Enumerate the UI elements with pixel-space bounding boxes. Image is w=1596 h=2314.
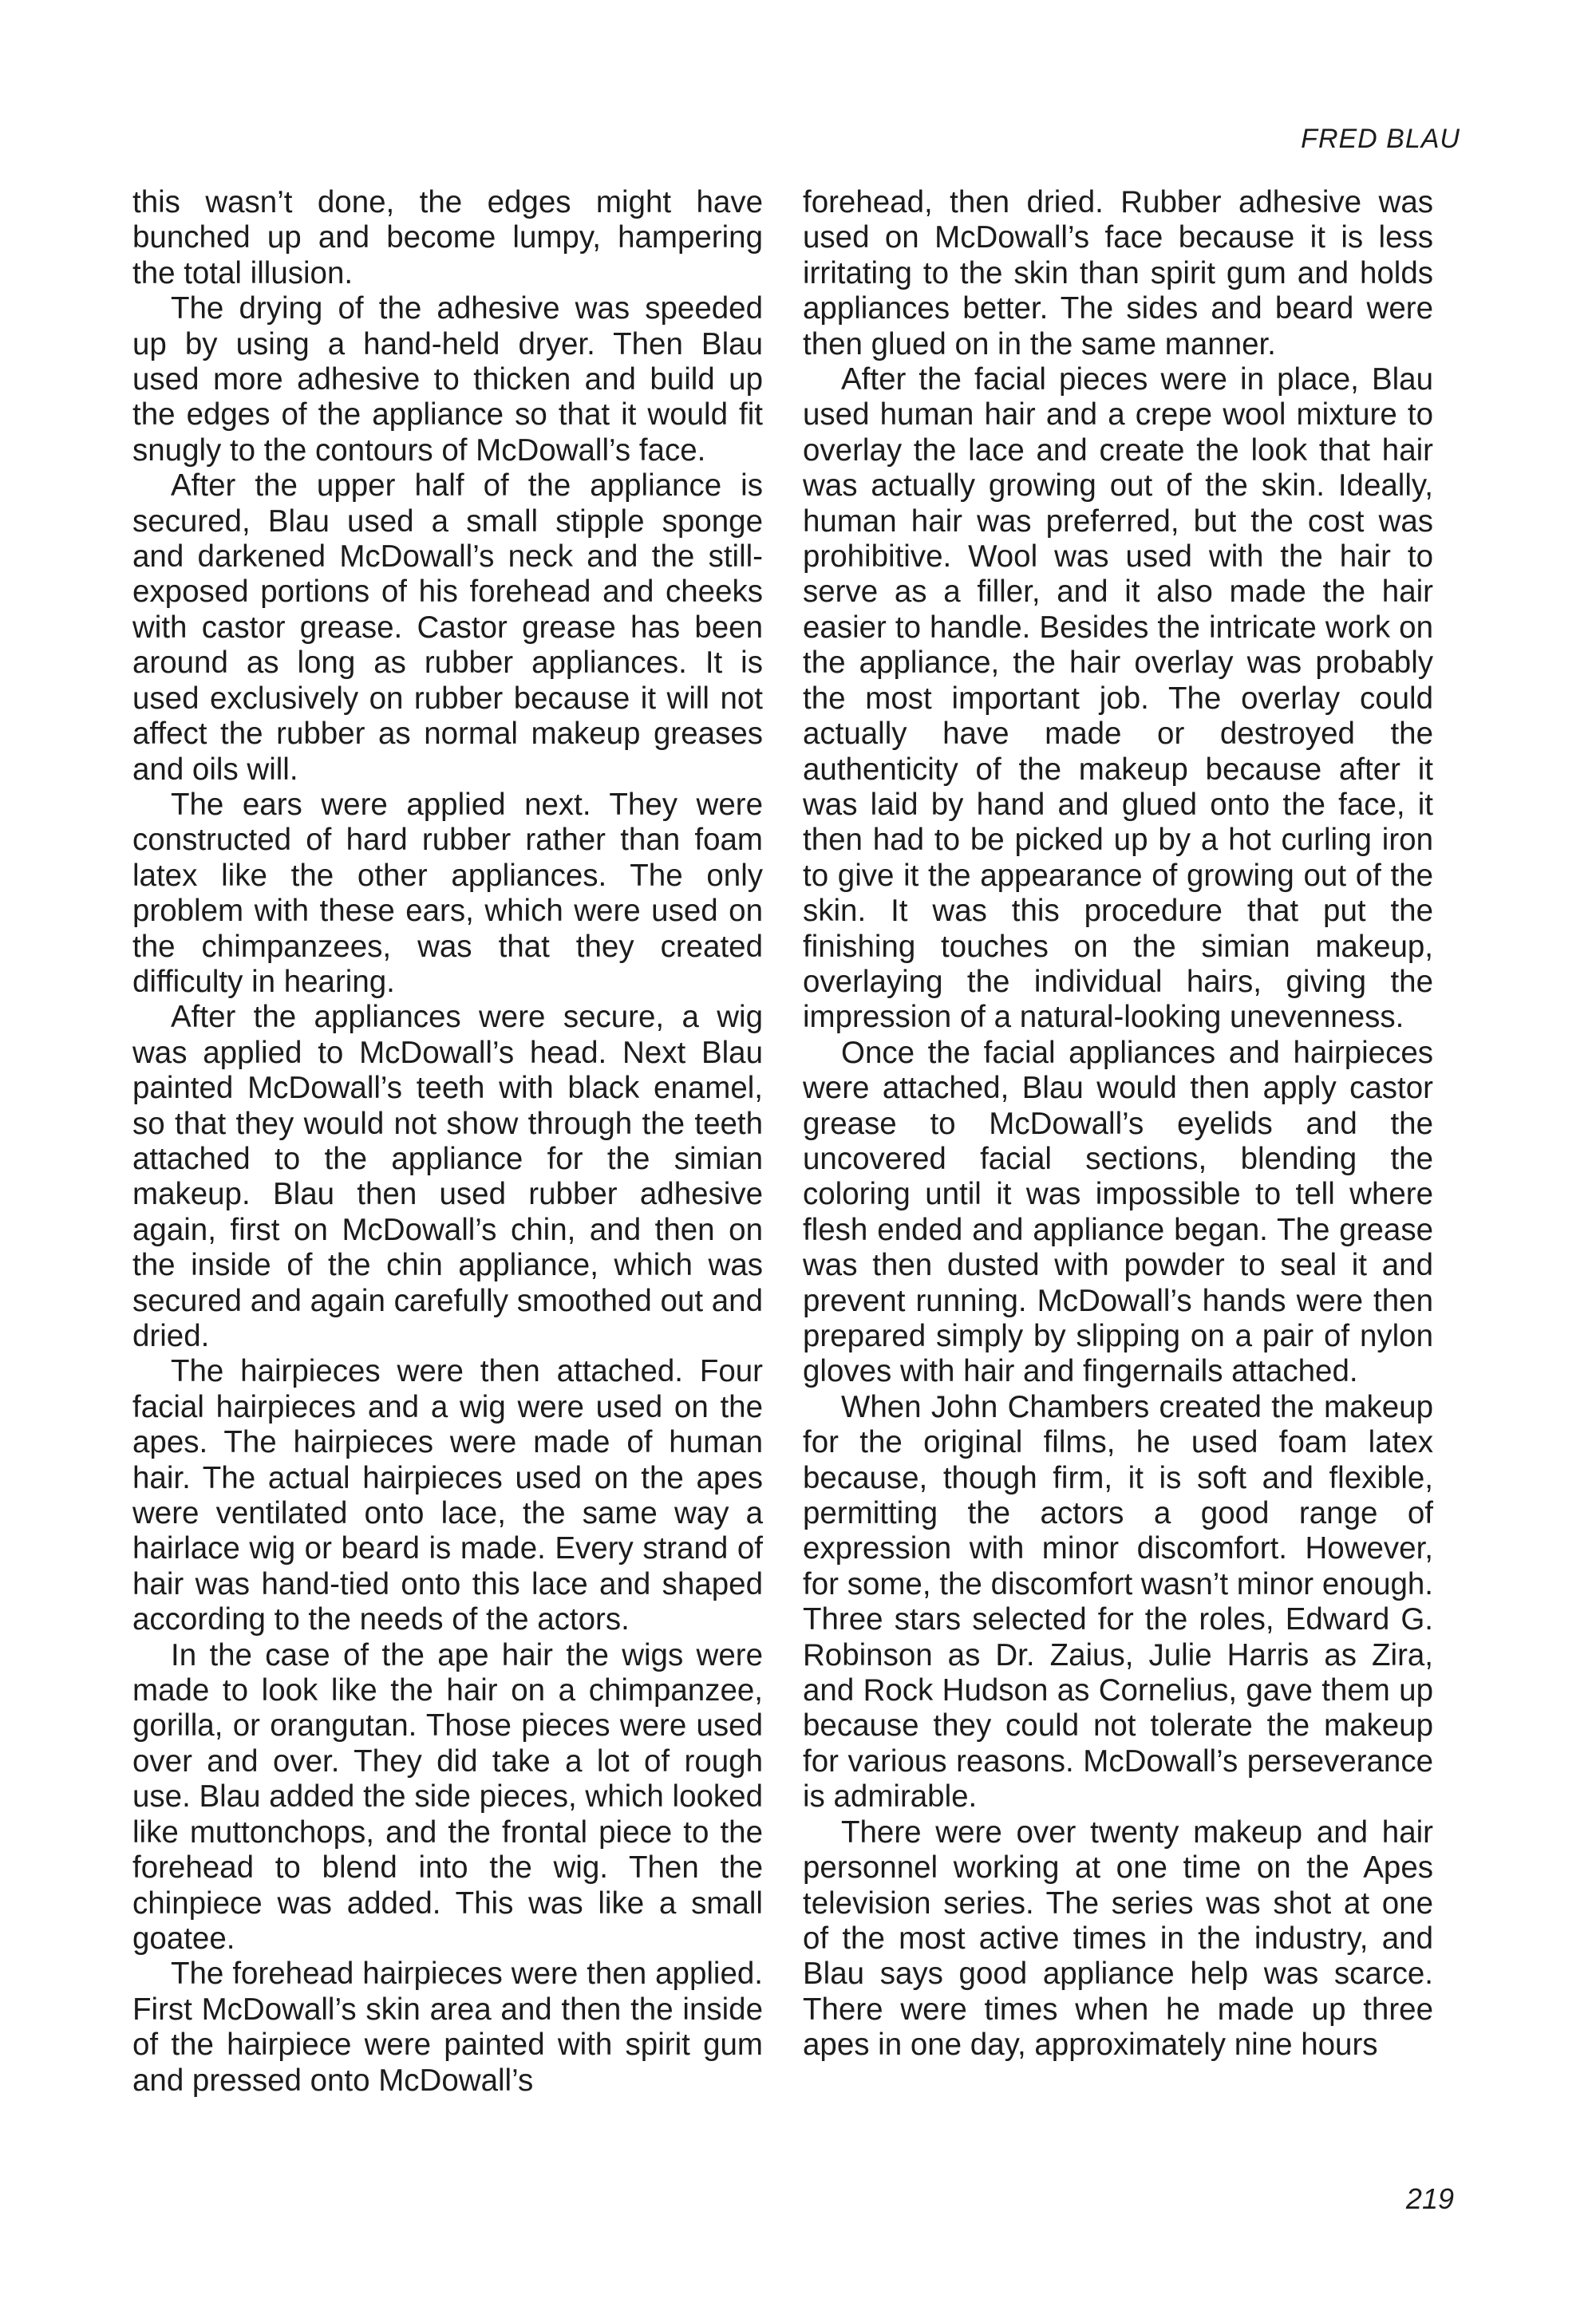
running-head: FRED BLAU bbox=[1301, 124, 1460, 154]
left-column bbox=[132, 185, 763, 2099]
paragraph: The ears were applied next. They were constructed of hard rubber rather than foam latex like the other appliances. The only problem with these ears, which were used on the chimpanzees, was that they created difficulty in hearing. bbox=[132, 787, 763, 999]
paragraph-continued: this wasn’t done, the edges might have bunched up and become lumpy, hampering the total illusion. bbox=[132, 185, 763, 290]
paragraph: The forehead hairpieces were then applied. First McDowall’s skin area and then the inside of the hairpiece were painted with spirit gum and pressed onto McDowall’s bbox=[132, 1957, 763, 2098]
paragraph: Once the facial appliances and hairpieces were attached, Blau would then apply castor grease to McDowall’s eyelids and the uncovered facial sections, blending the coloring until it was impossible to tell where flesh ended and appliance began. The grease was then dusted with powder to seal it and prevent running. McDowall’s hands were then prepared simply by slipping on a pair of nylon gloves with hair and fingernails attached. bbox=[803, 1035, 1433, 1389]
paragraph-continued: forehead, then dried. Rubber adhesive was used on McDowall’s face because it is less irritating to the skin than spirit gum and holds appliances better. The sides and beard were then glued on in the same manner. bbox=[803, 185, 1433, 361]
paragraph: When John Chambers created the makeup for the original films, he used foam latex because, though firm, it is soft and flexible, permitting the actors a good range of expression with minor discomfort. However, for some, the discomfort wasn’t minor enough. Three stars selected for the roles, Edward G. Robinson as Dr. Zaius, Julie Harris as Zira, and Rock Hudson as Cornelius, gave them up because they could not tolerate the makeup for various reasons. McDowall’s perseverance is admirable. bbox=[803, 1389, 1433, 1814]
paragraph: After the facial pieces were in place, Blau used human hair and a crepe wool mixture to overlay the lace and create the look that hair was actually growing out of the skin. Ideally, human hair was preferred, but the cost was prohibitive. Wool was used with the hair to serve as a filler, and it also made the hair easier to handle. Besides the intricate work on the appliance, the hair overlay was probably the most important job. The overlay could actually have made or destroyed the authenticity of the makeup because after it was laid by hand and glued onto the face, it then had to be picked up by a hot curling iron to give it the appearance of growing out of the skin. It was this procedure that put the finishing touches on the simian makeup, overlaying the individual hairs, giving the impression of a natural-looking unevenness. bbox=[803, 362, 1433, 1035]
right-column bbox=[803, 185, 1433, 2063]
page-number: 219 bbox=[1405, 2182, 1454, 2215]
paragraph: After the appliances were secure, a wig was applied to McDowall’s head. Next Blau painted McDowall’s teeth with black enamel, so that they would not show through the teeth attached to the appliance for the simian makeup. Blau then used rubber adhesive again, first on McDowall’s chin, and then on the inside of the chin appliance, which was secured and again carefully smoothed out and dried. bbox=[132, 1000, 763, 1353]
paragraph: There were over twenty makeup and hair personnel working at one time on the Apes television series. The series was shot at one of the most active times in the industry, and Blau says good appliance help was scarce. There were times when he made up three apes in one day, approximately nine hours bbox=[803, 1814, 1433, 2063]
paragraph: The hairpieces were then attached. Four facial hairpieces and a wig were used on the apes. The hairpieces were made of human hair. The actual hairpieces used on the apes were ventilated onto lace, the same way a hairlace wig or beard is made. Every strand of hair was hand-tied onto this lace and shaped according to the needs of the actors. bbox=[132, 1354, 763, 1637]
paragraph: The drying of the adhesive was speeded up by using a hand-held dryer. Then Blau used more adhesive to thicken and build up the edges of the appliance so that it would fit snugly to the contours of McDowall’s face. bbox=[132, 291, 763, 468]
paragraph: After the upper half of the appliance is secured, Blau used a small stipple sponge and darkened McDowall’s neck and the still-exposed portions of his forehead and cheeks with castor grease. Castor grease has been around as long as rubber appliances. It is used exclusively on rubber because it will not affect the rubber as normal makeup greases and oils will. bbox=[132, 468, 763, 787]
paragraph: In the case of the ape hair the wigs were made to look like the hair on a chimpanzee, gorilla, or orangutan. Those pieces were used over and over. They did take a lot of rough use. Blau added the side pieces, which looked like muttonchops, and the frontal piece to the forehead to blend into the wig. Then the chinpiece was added. This was like a small goatee. bbox=[132, 1637, 763, 1956]
